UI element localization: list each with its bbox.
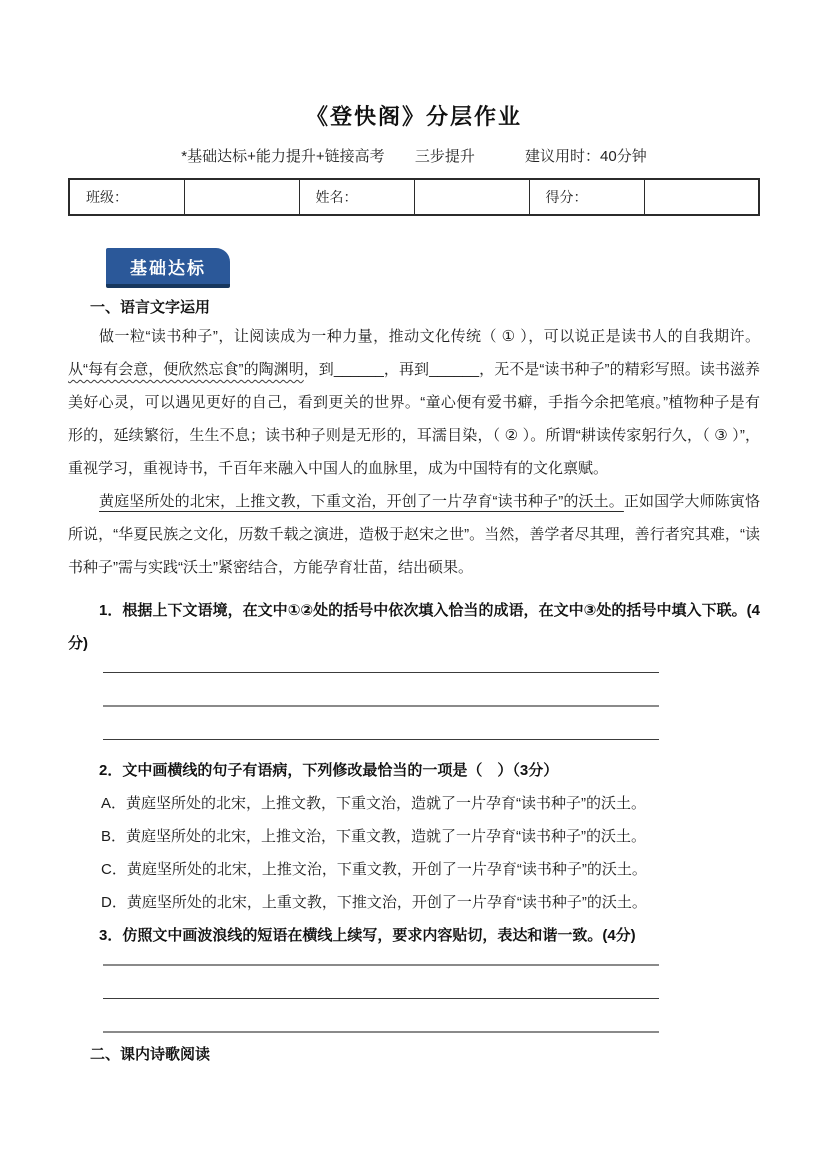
option-c: C．黄庭坚所处的北宋，上推文治，下重文教，开创了一片孕育“读书种子”的沃土。 (101, 861, 647, 878)
name-value-cell (414, 179, 529, 215)
question-1-answer-lines (103, 660, 760, 740)
score-label-cell: 得分： (529, 179, 644, 215)
passage-p1-text: 做一粒“读书种子”，让阅读成为一种力量，推动文化传统（ ① ），可以说正是读书人的自我期许。 (99, 328, 760, 345)
section-badge-basics: 基础达标 (106, 248, 230, 288)
name-label-cell: 姓名： (299, 179, 414, 215)
option-b: B．黄庭坚所处的北宋，上推文治，下重文教，造就了一片孕育“读书种子”的沃土。 (101, 828, 646, 845)
answer-line (103, 966, 659, 999)
passage-p1-text-cont: ，到______，再到______，无不是“读书种子”的精彩写照。读书滋养美好心灵，可以遇见更好的自己，看到更关的世界。“童心便有爱书癖，手指今余把笔痕。”植物种子是有形的，延续繁衍，生生不息；读书种子则是无形的，耳濡目染，（ ② ）。所谓“耕读传家躬行久，（ ③ ）”，重视学习，重视诗书，千百年来融入中国人的血脉里，成为中国特有的文化禀赋。 (68, 361, 760, 477)
table-row (69, 179, 759, 215)
subtitle-three-steps: 三步提升 (414, 148, 475, 165)
answer-line (103, 707, 659, 740)
answer-line (103, 999, 659, 1033)
subtitle-suggested-time: 建议用时：40分钟 (525, 148, 647, 165)
class-label-cell: 班级： (69, 179, 184, 215)
passage-paragraph-2 (68, 485, 760, 584)
passage-p2-text: 正如国学大师陈寅恪所说，“华夏民族之文化，历数千载之演进，造极于赵宋之世”。当然，善学者尽其理，善行者究其难，“读书种子”需与实践“沃土”紧密结合，方能孕育壮苗，结出硕果。 (68, 493, 760, 576)
worksheet-subtitle (68, 145, 760, 166)
option-d: D．黄庭坚所处的北宋，上重文教，下推文治，开创了一片孕育“读书种子”的沃土。 (101, 894, 647, 911)
passage-p1-wavy-underlined-phrase: 从“每有会意，便欣然忘食”的陶渊明 (68, 361, 304, 378)
part1-heading: 一、语言文字运用 (90, 299, 211, 316)
passage-paragraph-1 (68, 320, 760, 485)
passage-p2-underlined-sentence: 黄庭坚所处的北宋，上推文教，下重文治，开创了一片孕育“读书种子”的沃土。 (99, 493, 624, 510)
question-2-options (68, 787, 760, 919)
score-value-cell (644, 179, 759, 215)
question-1-stem: 1．根据上下文语境，在文中①②处的括号中依次填入恰当的成语，在文中③处的括号中填入下联。(4分) (68, 602, 760, 652)
class-value-cell (184, 179, 299, 215)
answer-line (103, 673, 659, 707)
page-title: 《登快阁》分层作业 (305, 104, 522, 129)
question-3-answer-lines (103, 952, 760, 1033)
option-a: A．黄庭坚所处的北宋，上推文教，下重文治，造就了一片孕育“读书种子”的沃土。 (101, 795, 646, 812)
part2-heading: 二、课内诗歌阅读 (90, 1046, 211, 1063)
student-info-table (68, 178, 760, 216)
question-3-stem: 3．仿照文中画波浪线的短语在横线上续写，要求内容贴切，表达和谐一致。(4分) (99, 927, 636, 944)
subtitle-steps: *基础达标+能力提升+链接高考 (181, 148, 385, 165)
answer-line (103, 660, 659, 673)
answer-line (103, 952, 659, 966)
reading-passage (68, 320, 760, 584)
question-2-stem: 2．文中画横线的句子有语病，下列修改最恰当的一项是（ ）（3分） (99, 762, 559, 779)
